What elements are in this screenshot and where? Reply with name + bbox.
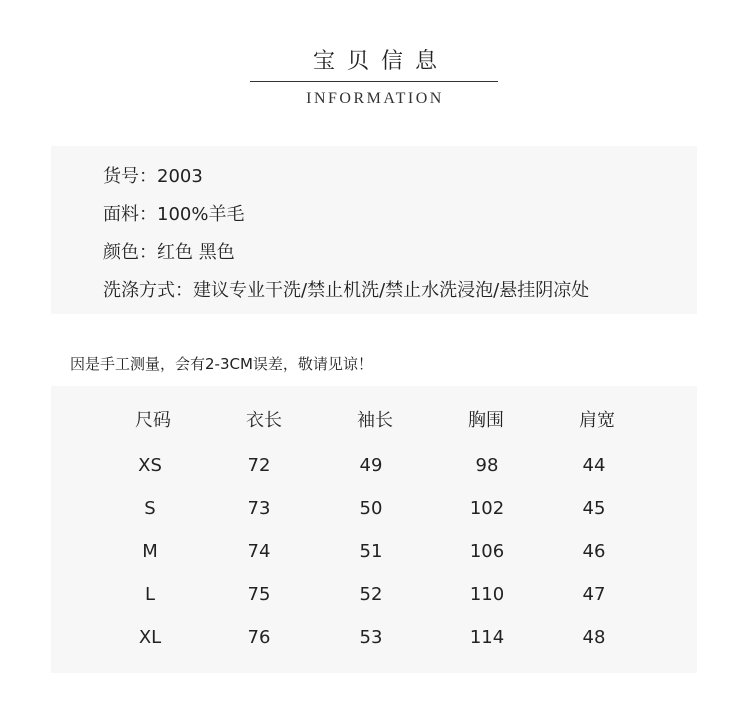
table-header-chest: 胸围 <box>468 410 504 431</box>
table-cell: 102 <box>469 498 505 519</box>
table-cell: 45 <box>582 498 606 519</box>
table-cell: 50 <box>359 498 383 519</box>
table-cell: 75 <box>247 584 271 605</box>
table-cell: 110 <box>469 584 505 605</box>
table-header-sleeve: 袖长 <box>357 410 393 431</box>
table-header-shoulder: 肩宽 <box>579 410 615 431</box>
info-washing: 洗涤方式：建议专业干洗/禁止机洗/禁止水洗浸泡/悬挂阴凉处 <box>103 280 590 301</box>
table-cell: 49 <box>359 455 383 476</box>
info-color: 颜色：红色 黑色 <box>103 242 235 263</box>
table-cell: 47 <box>582 584 606 605</box>
table-cell: 74 <box>247 541 271 562</box>
table-cell: 114 <box>469 627 505 648</box>
table-cell: 52 <box>359 584 383 605</box>
table-cell: M <box>142 541 158 562</box>
size-table <box>51 386 697 673</box>
page-subtitle: INFORMATION <box>306 90 444 107</box>
table-cell: 46 <box>582 541 606 562</box>
title-divider <box>250 81 498 82</box>
table-cell: 76 <box>247 627 271 648</box>
measurement-notice: 因是手工测量，会有2-3CM误差，敬请见谅！ <box>70 355 373 373</box>
info-fabric: 面料：100%羊毛 <box>103 204 245 225</box>
table-cell: 106 <box>469 541 505 562</box>
table-cell: 51 <box>359 541 383 562</box>
page-title: 宝贝信息 <box>312 49 449 74</box>
table-cell: 72 <box>247 455 271 476</box>
table-header-size: 尺码 <box>135 410 171 431</box>
table-cell: 53 <box>359 627 383 648</box>
table-cell: XS <box>138 455 162 476</box>
table-cell: L <box>144 584 156 605</box>
info-item-number: 货号：2003 <box>103 166 203 187</box>
table-cell: 44 <box>582 455 606 476</box>
table-cell: 73 <box>247 498 271 519</box>
table-cell: S <box>144 498 156 519</box>
table-cell: 48 <box>582 627 606 648</box>
table-header-length: 衣长 <box>246 410 282 431</box>
product-info-panel <box>51 146 697 314</box>
table-cell: XL <box>138 627 162 648</box>
table-cell: 98 <box>475 455 499 476</box>
